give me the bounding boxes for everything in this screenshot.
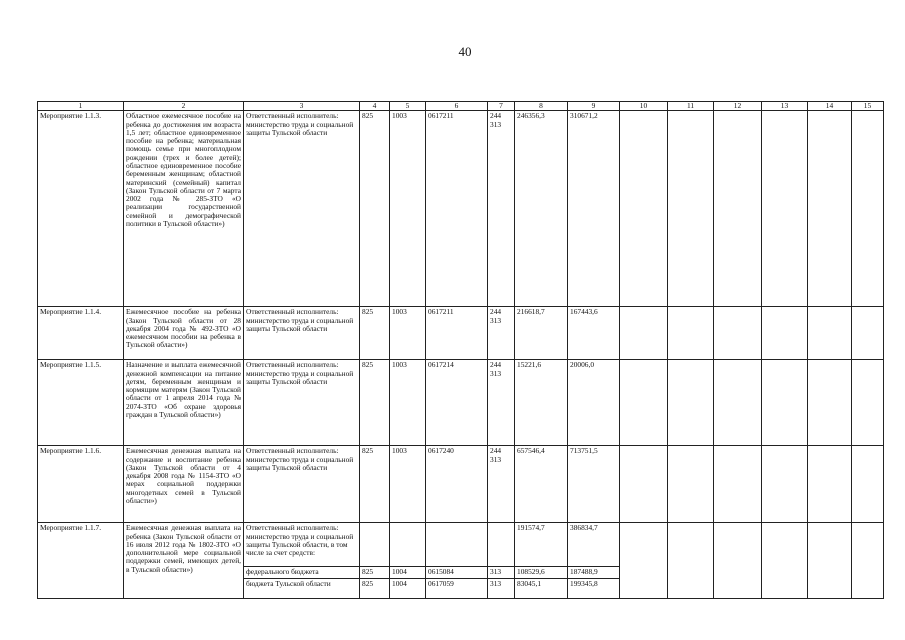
activity-name: Ежемесячное пособие на ребенка (Закон Тульской области от 28 декабря 2004 года № 492-ЗТО «О ежемесячном пособии на ребенка в Тульской области») <box>124 307 244 360</box>
empty-cell <box>762 360 808 446</box>
executor: Ответственный исполнитель: министерство труда и социальной защиты Тульской области <box>244 360 360 446</box>
empty-cell <box>852 307 884 360</box>
col-5: 1004 <box>390 567 426 578</box>
col-8: 216618,7 <box>515 307 568 360</box>
col-9: 199345,8 <box>568 578 620 598</box>
col-5: 1003 <box>390 446 426 523</box>
empty-cell <box>808 307 852 360</box>
activity-code: Мероприятие 1.1.3. <box>38 111 124 307</box>
col-5 <box>390 523 426 567</box>
empty-cell <box>762 523 808 598</box>
col-6: 0617211 <box>426 307 488 360</box>
executor: Ответственный исполнитель: министерство труда и социальной защиты Тульской области <box>244 111 360 307</box>
col-4: 825 <box>360 307 390 360</box>
col-5: 1003 <box>390 307 426 360</box>
header-cell: 4 <box>360 102 390 111</box>
header-cell: 13 <box>762 102 808 111</box>
executor-sub: бюджета Тульской области <box>244 578 360 598</box>
empty-cell <box>668 446 714 523</box>
empty-cell <box>668 360 714 446</box>
empty-cell <box>620 111 668 307</box>
empty-cell <box>668 307 714 360</box>
col-7: 244 313 <box>488 360 515 446</box>
activity-name: Ежемесячная денежная выплата на ребенка (Закон Тульской области от 16 июля 2012 года № 1802-ЗТО «О дополнительной мере социальной поддержки семей, имеющих детей, в Тульской области») <box>124 523 244 598</box>
col-9: 20006,0 <box>568 360 620 446</box>
col-6: 0617214 <box>426 360 488 446</box>
empty-cell <box>714 446 762 523</box>
executor-sub: федерального бюджета <box>244 567 360 578</box>
col-7: 244 313 <box>488 446 515 523</box>
col-7 <box>488 523 515 567</box>
col-4: 825 <box>360 578 390 598</box>
executor: Ответственный исполнитель: министерство труда и социальной защиты Тульской области, в том числе за счет средств: <box>244 523 360 567</box>
col-8: 15221,6 <box>515 360 568 446</box>
executor: Ответственный исполнитель: министерство труда и социальной защиты Тульской области <box>244 307 360 360</box>
header-cell: 1 <box>38 102 124 111</box>
col-8: 657546,4 <box>515 446 568 523</box>
col-9-total: 386834,7 <box>568 523 620 567</box>
col-7: 313 <box>488 567 515 578</box>
table-row <box>38 307 884 360</box>
column-number-header <box>38 102 884 111</box>
col-4: 825 <box>360 567 390 578</box>
col-7: 313 <box>488 578 515 598</box>
header-cell: 10 <box>620 102 668 111</box>
header-cell: 2 <box>124 102 244 111</box>
table-row <box>38 111 884 307</box>
header-cell: 12 <box>714 102 762 111</box>
col-4: 825 <box>360 446 390 523</box>
header-cell: 8 <box>515 102 568 111</box>
table-row <box>38 360 884 446</box>
col-4 <box>360 523 390 567</box>
col-6: 0617211 <box>426 111 488 307</box>
activity-name: Ежемесячная денежная выплата на содержание и воспитание ребенка (Закон Тульской области от 4 декабря 2008 года № 1154-ЗТО «О мерах социальной поддержки многодетных семей в Тульской области») <box>124 446 244 523</box>
program-table <box>37 101 884 599</box>
activity-code: Мероприятие 1.1.5. <box>38 360 124 446</box>
empty-cell <box>852 360 884 446</box>
header-cell: 9 <box>568 102 620 111</box>
col-5: 1004 <box>390 578 426 598</box>
col-6: 0617240 <box>426 446 488 523</box>
col-4: 825 <box>360 111 390 307</box>
header-cell: 7 <box>488 102 515 111</box>
header-cell: 15 <box>852 102 884 111</box>
col-8: 246356,3 <box>515 111 568 307</box>
empty-cell <box>852 446 884 523</box>
activity-name: Областное ежемесячное пособие на ребенка до достижения им возраста 1,5 лет; областное единовременное пособие на ребенка; материальная помощь семье при многоплодном рождении (трех и более детей); областное единовременное пособие беременным женщинам; областной материнский (семейный) капитал (Закон Тульской области от 7 марта 2002 года № 285-ЗТО «О реализации государственной семейной и демографической политики в Тульской области») <box>124 111 244 307</box>
col-8: 83045,1 <box>515 578 568 598</box>
empty-cell <box>620 523 668 598</box>
empty-cell <box>714 307 762 360</box>
col-6: 0617059 <box>426 578 488 598</box>
empty-cell <box>762 446 808 523</box>
page-number: 40 <box>458 44 472 59</box>
header-cell: 3 <box>244 102 360 111</box>
empty-cell <box>808 446 852 523</box>
empty-cell <box>808 523 852 598</box>
col-7: 244 313 <box>488 307 515 360</box>
empty-cell <box>668 111 714 307</box>
activity-code: Мероприятие 1.1.7. <box>38 523 124 598</box>
executor: Ответственный исполнитель: министерство труда и социальной защиты Тульской области <box>244 446 360 523</box>
empty-cell <box>762 307 808 360</box>
col-9: 713751,5 <box>568 446 620 523</box>
header-cell: 14 <box>808 102 852 111</box>
col-9: 310671,2 <box>568 111 620 307</box>
col-6: 0615084 <box>426 567 488 578</box>
empty-cell <box>808 360 852 446</box>
empty-cell <box>714 523 762 598</box>
header-cell: 11 <box>668 102 714 111</box>
col-7: 244 313 <box>488 111 515 307</box>
activity-code: Мероприятие 1.1.6. <box>38 446 124 523</box>
col-4: 825 <box>360 360 390 446</box>
activity-name: Назначение и выплата ежемесячной денежной компенсации на питание детям, беременным женщинам и кормящим матерям (Закон Тульской области от 1 апреля 2014 года № 2074-ЗТО «Об охране здоровья граждан в Тульской области») <box>124 360 244 446</box>
empty-cell <box>620 360 668 446</box>
col-5: 1003 <box>390 111 426 307</box>
empty-cell <box>762 111 808 307</box>
empty-cell <box>714 360 762 446</box>
empty-cell <box>668 523 714 598</box>
col-9: 167443,6 <box>568 307 620 360</box>
table-row <box>38 446 884 523</box>
empty-cell <box>714 111 762 307</box>
col-5: 1003 <box>390 360 426 446</box>
col-8: 108529,6 <box>515 567 568 578</box>
col-6 <box>426 523 488 567</box>
col-9: 187488,9 <box>568 567 620 578</box>
empty-cell <box>620 307 668 360</box>
empty-cell <box>852 111 884 307</box>
table-row <box>38 523 884 567</box>
col-8-total: 191574,7 <box>515 523 568 567</box>
empty-cell <box>620 446 668 523</box>
header-cell: 5 <box>390 102 426 111</box>
empty-cell <box>808 111 852 307</box>
header-cell: 6 <box>426 102 488 111</box>
empty-cell <box>852 523 884 598</box>
activity-code: Мероприятие 1.1.4. <box>38 307 124 360</box>
